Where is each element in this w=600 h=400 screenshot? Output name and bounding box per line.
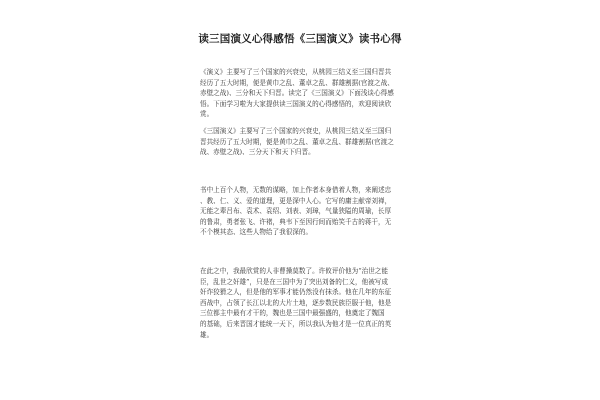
paragraph-intro: 《演义》主要写了三个国家的兴衰史，从桃园三结义至三国归晋共 经历了五大时期，便是黄巾之乱、董卓之乱、群雄割据(官渡之战、 赤壁之战)、三分和天下归晋。读完了《三国演义》下面浅谈心得感 悟。下面学习啦为大家提供读三国演义的心得感悟的，欢迎阅读欣 赏。 — [200, 68, 394, 119]
paragraph-caocao: 在此之中，我最欣赏的人非曹操莫数了。许攸评价他为“治世之能 臣，乱世之奸雄”，只是在三国中为了突出刘备的仁义，他被写成 奸诈狡猾之人，但是他的军事才能仍然没有抹杀。他在几年的东征 西战中，占领了长江以北的大片土地，逐步数民族臣服于他，他是 三位都主中最有才干的，魏也是三国中最强盛的，他奠定了魏国 的基础，后来晋国才能统一天下，所以我认为他才是一位真正的英 雄。 — [200, 267, 392, 339]
paragraph-characters: 书中上百个人物，无数的谋略，加上作者本身借着人物，来阐述忠 、教、仁、义、爱的道理，更是深中人心。它写的庸主献帝刘禅， 无能之辈吕布、袁术、袁绍、刘表、刘璋，气量狭隘的周瑜，长厚 的鲁肃，勇者张飞、许褚，典韦下至因行间而贻笑千古的蒋干，无 不个模其态、这些人物给了我很深的。 — [200, 186, 392, 237]
document-title: 读三国演义心得感悟《三国演义》读书心得 — [198, 33, 402, 45]
paragraph-summary: 《三国演义》主要写了三个国家的兴衰史，从桃园三结义至三国归 晋共经历了五大时期，便是黄巾之乱、董卓之乱、群雄割据(官渡之 战、赤壁之战)、三分天下和天下归晋。 — [200, 127, 394, 157]
